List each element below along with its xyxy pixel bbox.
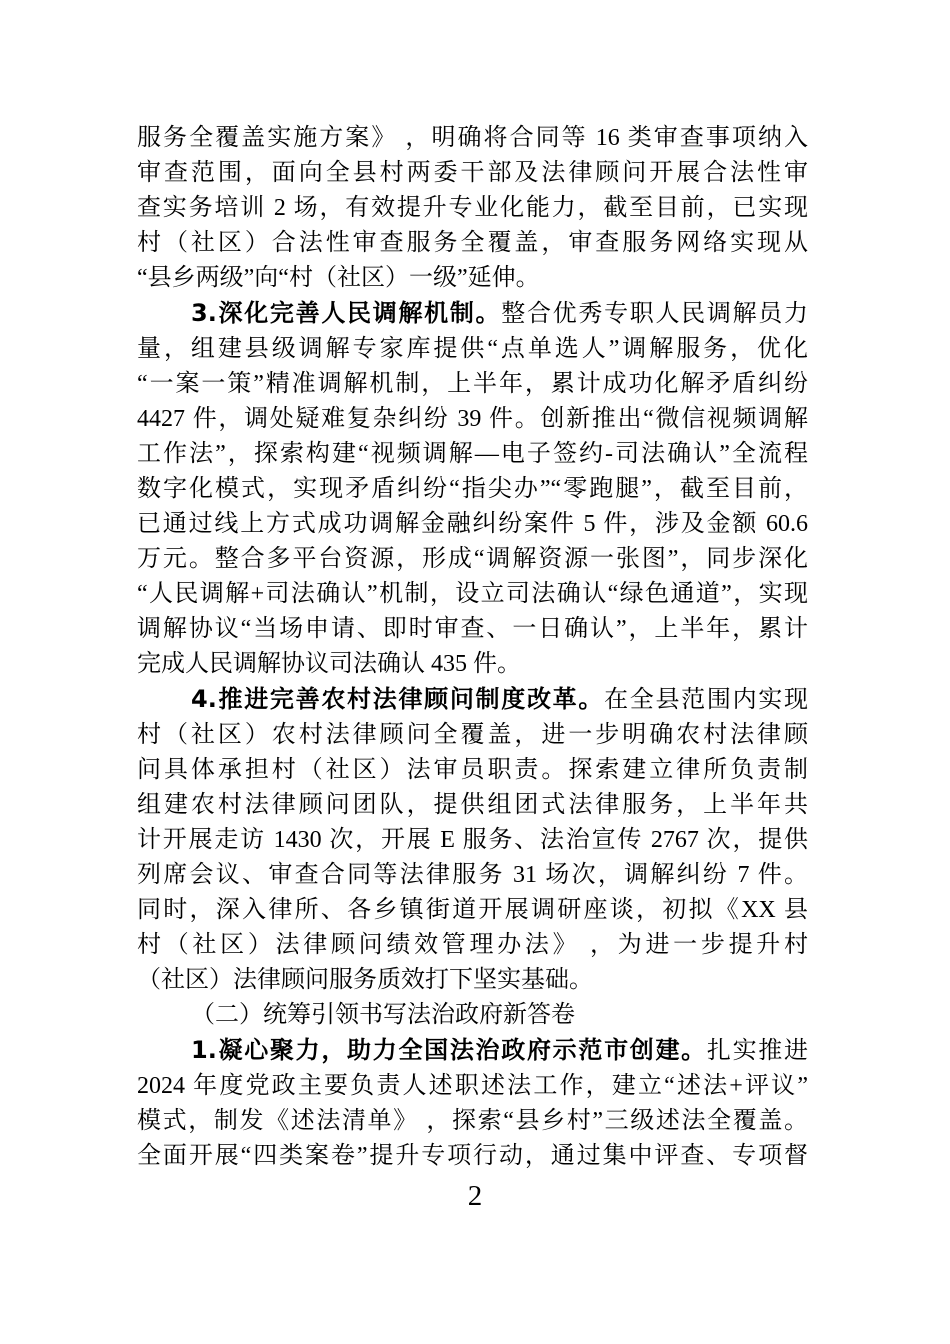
paragraph-line: 村（社区）合法性审查服务全覆盖，审查服务网络实现从 bbox=[137, 230, 808, 256]
paragraph-line: （社区）法律顾问服务质效打下坚实基础。 bbox=[137, 967, 593, 993]
document-body bbox=[137, 121, 808, 1174]
paragraph-line: 模式，制发《述法清单》 ，探索“县乡村”三级述法全覆盖。 bbox=[137, 1108, 808, 1134]
paragraph-line bbox=[137, 1033, 808, 1069]
paragraph-line: 量，组建县级调解专家库提供“点单选人”调解服务，优化 bbox=[137, 336, 808, 362]
paragraph-line: 问具体承担村（社区）法审员职责。探索建立律所负责制 bbox=[137, 757, 808, 783]
body-text: 在全县范围内实现 bbox=[604, 687, 808, 713]
bold-lead-text: 1.凝心聚力，助力全国法治政府示范市创建。 bbox=[191, 1036, 707, 1064]
paragraph-line: 数字化模式，实现矛盾纠纷“指尖办”“零跑腿”，截至目前， bbox=[137, 476, 808, 502]
paragraph-line: 完成人民调解协议司法确认 435 件。 bbox=[137, 651, 521, 677]
paragraph-line: 已通过线上方式成功调解金融纠纷案件 5 件，涉及金额 60.6 bbox=[137, 511, 808, 537]
paragraph-line: 计开展走访 1430 次，开展 E 服务、法治宣传 2767 次，提供 bbox=[137, 827, 808, 853]
paragraph-line: 查实务培训 2 场，有效提升专业化能力，截至目前，已实现 bbox=[137, 195, 808, 221]
body-text: 扎实推进 bbox=[706, 1038, 808, 1064]
paragraph-line: 同时，深入律所、各乡镇街道开展调研座谈，初拟《XX 县 bbox=[137, 897, 808, 923]
paragraph-line: 列席会议、审查合同等法律服务 31 场次，调解纠纷 7 件。 bbox=[137, 862, 808, 888]
paragraph-line: 全面开展“四类案卷”提升专项行动，通过集中评查、专项督 bbox=[137, 1143, 808, 1169]
paragraph-line: 4427 件，调处疑难复杂纠纷 39 件。创新推出“微信视频调解 bbox=[137, 406, 808, 432]
paragraph-line: 工作法”，探索构建“视频调解—电子签约-司法确认”全流程 bbox=[137, 441, 808, 467]
paragraph-line: 2024 年度党政主要负责人述职述法工作，建立“述法+评议” bbox=[137, 1073, 808, 1099]
paragraph-line: 服务全覆盖实施方案》 ，明确将合同等 16 类审查事项纳入 bbox=[137, 125, 808, 151]
paragraph-line bbox=[137, 682, 808, 718]
paragraph-line: “一案一策”精准调解机制，上半年，累计成功化解矛盾纠纷 bbox=[137, 371, 808, 397]
paragraph-line: 村（社区）农村法律顾问全覆盖，进一步明确农村法律顾 bbox=[137, 722, 808, 748]
paragraph-line: 组建农村法律顾问团队，提供组团式法律服务，上半年共 bbox=[137, 792, 808, 818]
bold-lead-text: 3.深化完善人民调解机制。 bbox=[191, 299, 502, 327]
page-number: 2 bbox=[467, 1180, 483, 1212]
paragraph-line: 审查范围，面向全县村两委干部及法律顾问开展合法性审 bbox=[137, 160, 808, 186]
paragraph-line: “人民调解+司法确认”机制，设立司法确认“绿色通道”，实现 bbox=[137, 581, 808, 607]
section-heading: （二）统筹引领书写法治政府新答卷 bbox=[191, 1002, 575, 1028]
paragraph-line: 村（社区）法律顾问绩效管理办法》 ，为进一步提升村 bbox=[137, 932, 808, 958]
paragraph-line: “县乡两级”向“村（社区）一级”延伸。 bbox=[137, 265, 540, 291]
paragraph-line: 调解协议“当场申请、即时审查、一日确认”，上半年，累计 bbox=[137, 616, 808, 642]
body-text: 整合优秀专职人民调解员力 bbox=[501, 301, 808, 327]
paragraph-line bbox=[137, 296, 808, 332]
paragraph-line: 万元。整合多平台资源，形成“调解资源一张图”，同步深化 bbox=[137, 546, 808, 572]
bold-lead-text: 4.推进完善农村法律顾问制度改革。 bbox=[191, 685, 605, 713]
